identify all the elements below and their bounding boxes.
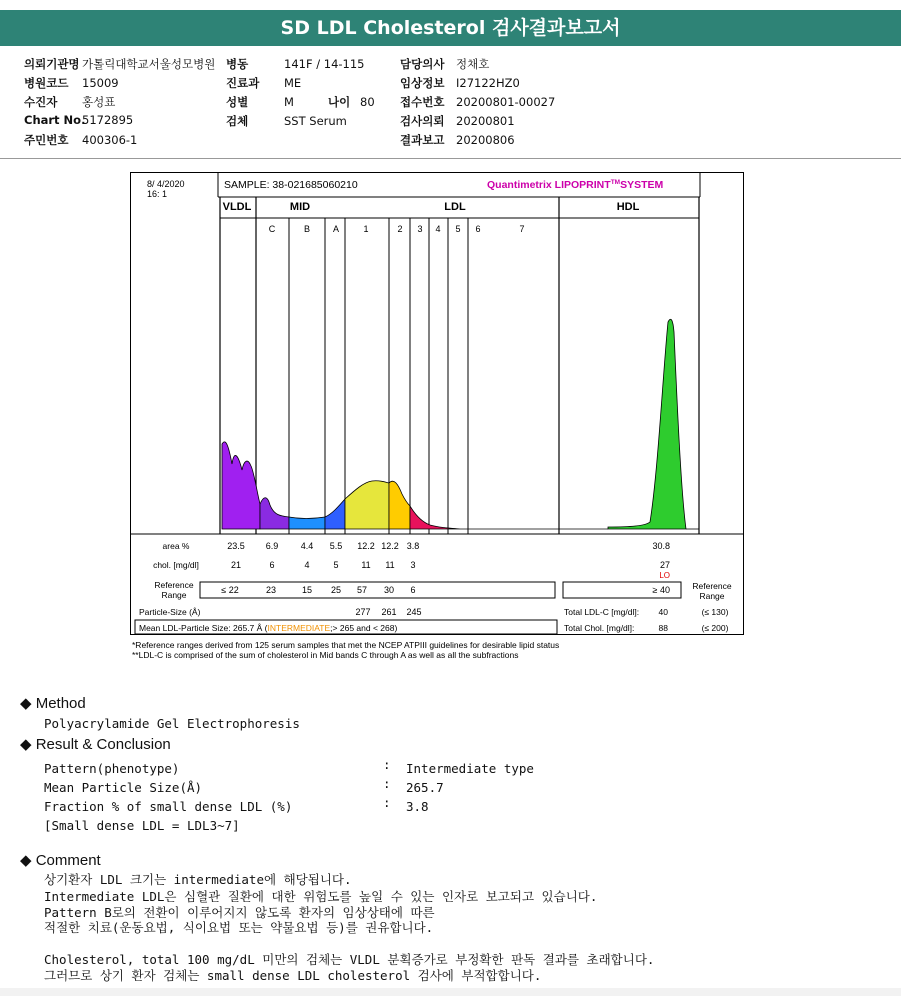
- total-chol-label: Total Chol. [mg/dl]:: [564, 623, 635, 633]
- divider: [0, 158, 901, 159]
- band-label: 1: [363, 224, 369, 234]
- info-label: 임상정보: [400, 76, 445, 90]
- ref-value: 6: [410, 585, 416, 595]
- info-value: 20200806: [456, 133, 515, 147]
- band-label: A: [332, 224, 340, 234]
- result-key: Pattern(phenotype): [44, 761, 180, 776]
- mean-type: INTERMEDIATE: [267, 623, 331, 633]
- method-heading: ◆ Method: [20, 695, 86, 712]
- info-value: 141F / 14-115: [284, 57, 365, 71]
- band-label: 3: [417, 224, 423, 234]
- comment-line: Cholesterol, total 100 mg/dL 미만의 검체는 VLDL 분획증가로 부정확한 판독 결과를 초래합니다.: [44, 952, 655, 967]
- row-label: chol. [mg/dl]: [153, 560, 199, 570]
- ref-label: Range: [161, 590, 187, 600]
- info-label: 병원코드: [24, 76, 69, 90]
- group-label: LDL: [444, 201, 466, 213]
- row-label: area %: [162, 541, 190, 551]
- colon: :: [383, 757, 391, 772]
- info-field: [24, 75, 119, 91]
- footnote-2: **LDL-C is comprised of the sum of cholesterol in Mid bands C through A as well as all the subfractions: [132, 650, 519, 660]
- info-field: [24, 113, 133, 127]
- info-field: [226, 56, 364, 72]
- hdl-value: 30.8: [652, 541, 670, 551]
- method-text: Polyacrylamide Gel Electrophoresis: [44, 716, 300, 731]
- info-label: 진료과: [226, 76, 260, 90]
- info-label: 검사의뢰: [400, 114, 445, 128]
- row-value: 12.2: [381, 541, 399, 551]
- info-value: ME: [284, 76, 302, 90]
- info-label: 주민번호: [24, 133, 69, 147]
- total-chol-ref: (≤ 200): [701, 623, 729, 633]
- comment-line: 적절한 치료(운동요법, 식이요법 또는 약물요법 등)를 권유합니다.: [44, 920, 434, 935]
- row-value: 5.5: [329, 541, 343, 551]
- info-label: 결과보고: [400, 133, 445, 147]
- row-value: 11: [361, 560, 371, 570]
- info-label: Chart No.: [24, 113, 86, 127]
- result-value: 3.8: [406, 799, 429, 814]
- info-label: 담당의사: [400, 57, 445, 71]
- comment-line: 상기환자 LDL 크기는 intermediate에 해당됩니다.: [44, 872, 352, 887]
- particle-value: 277: [355, 607, 371, 617]
- comment-line: Intermediate LDL은 심혈관 질환에 대한 위험도를 높일 수 있는 인자로 보고되고 있습니다.: [44, 889, 598, 904]
- info-field: [226, 75, 301, 91]
- total-ldl-value: 40: [658, 607, 668, 617]
- info-value: 400306-1: [82, 133, 138, 147]
- info-field: [24, 94, 115, 110]
- ref-value: 23: [265, 585, 277, 595]
- colon: :: [383, 776, 391, 791]
- info-label: 수진자: [24, 95, 58, 109]
- info-value: 정채호: [456, 57, 490, 71]
- info-field: [400, 75, 520, 91]
- band-label: 2: [397, 224, 403, 234]
- band-label: B: [303, 224, 311, 234]
- age-label: 나이: [328, 95, 351, 109]
- ref-label-right: Reference: [692, 581, 732, 591]
- info-value: 20200801: [456, 114, 515, 128]
- row-value: 12.2: [357, 541, 375, 551]
- row-value: 3: [410, 560, 416, 570]
- comment-line: Pattern B로의 전환이 이루어지지 않도록 환자의 임상상태에 따른: [44, 905, 435, 920]
- ref-value: 57: [356, 585, 368, 595]
- total-ldl-ref: (≤ 130): [701, 607, 729, 617]
- info-value: 5172895: [82, 113, 134, 127]
- row-value: 4: [304, 560, 310, 570]
- info-field: [24, 132, 137, 148]
- info-value: 15009: [82, 76, 119, 90]
- ref-value: 25: [330, 585, 342, 595]
- info-field: [400, 132, 515, 148]
- row-value: 23.5: [227, 541, 245, 551]
- mean-size-line: Mean LDL-Particle Size: 265.7 Å (INTERMEDIATE;> 265 and < 268): [139, 623, 398, 633]
- result-key: Fraction % of small dense LDL (%): [44, 799, 293, 814]
- result-heading: ◆ Result & Conclusion: [20, 736, 171, 753]
- info-value: I27122HZ0: [456, 76, 520, 90]
- result-value: 265.7: [406, 780, 444, 795]
- info-field: [400, 113, 515, 129]
- particle-label: Particle-Size (Å): [139, 607, 201, 617]
- total-chol-value: 88: [658, 623, 668, 633]
- lo-flag: LO: [659, 571, 670, 580]
- row-value: 6: [269, 560, 275, 570]
- row-value: 3.8: [406, 541, 420, 551]
- particle-value: 261: [381, 607, 397, 617]
- info-field: [226, 94, 294, 110]
- ref-value: 15: [301, 585, 313, 595]
- row-value: 21: [230, 560, 242, 570]
- brand-label: Quantimetrix LIPOPRINT™SYSTEM: [487, 179, 664, 191]
- age-field: [328, 94, 375, 110]
- info-value: 가톨릭대학교서울성모병원: [82, 57, 216, 71]
- result-key: Mean Particle Size(Å): [44, 780, 203, 795]
- band-label: 7: [519, 224, 525, 234]
- group-label: VLDL: [222, 201, 252, 213]
- info-field: [400, 56, 489, 72]
- ref-label-right: Range: [699, 591, 725, 601]
- group-label: MID: [289, 201, 311, 213]
- page-title: SD LDL Cholesterol 검사결과보고서: [0, 10, 901, 46]
- hdl-value: 27: [659, 560, 670, 570]
- footnote-1: *Reference ranges derived from 125 serum samples that met the NCEP ATPIII guidelines for desirable lipid status: [132, 640, 560, 650]
- ref-value: ≤ 22: [221, 585, 239, 595]
- comment-heading: ◆ Comment: [20, 852, 101, 869]
- info-value: 홍성표: [82, 95, 116, 109]
- comment-line: 그러므로 상기 환자 검체는 small dense LDL cholesterol 검사에 부적합합니다.: [44, 968, 542, 983]
- hdl-ref-value: ≥ 40: [652, 585, 670, 595]
- row-value: 5: [333, 560, 339, 570]
- band-label: 5: [455, 224, 461, 234]
- info-label: 검체: [226, 114, 249, 128]
- lipoprint-report: [130, 172, 745, 667]
- info-field: [24, 56, 215, 72]
- mid-b-area: [289, 517, 325, 529]
- result-value: Intermediate type: [406, 761, 534, 776]
- info-label: 접수번호: [400, 95, 445, 109]
- info-label: 의뢰기관명: [24, 57, 80, 71]
- sample-id: SAMPLE: 38-021685060210: [224, 179, 358, 191]
- age-value: 80: [360, 95, 375, 109]
- band-label: 6: [475, 224, 481, 234]
- report-date: 8/ 4/2020: [147, 179, 185, 189]
- ref-value: 30: [383, 585, 395, 595]
- info-label: 병동: [226, 57, 249, 71]
- info-value: M: [284, 95, 294, 109]
- band-label: 4: [435, 224, 441, 234]
- row-value: 6.9: [265, 541, 279, 551]
- row-value: 11: [385, 560, 395, 570]
- row-value: 4.4: [300, 541, 314, 551]
- band-label: C: [268, 224, 276, 234]
- particle-value: 245: [406, 607, 422, 617]
- info-label: 성별: [226, 95, 249, 109]
- info-field: [400, 94, 555, 110]
- ref-label: Reference: [154, 580, 194, 590]
- info-value: SST Serum: [284, 114, 347, 128]
- report-run: 16: 1: [147, 189, 168, 199]
- group-label: HDL: [616, 201, 640, 213]
- info-value: 20200801-00027: [456, 95, 556, 109]
- colon: :: [383, 795, 391, 810]
- total-ldl-label: Total LDL-C [mg/dl]:: [564, 607, 640, 617]
- info-field: [226, 113, 347, 129]
- result-note: [Small dense LDL = LDL3~7]: [44, 818, 240, 833]
